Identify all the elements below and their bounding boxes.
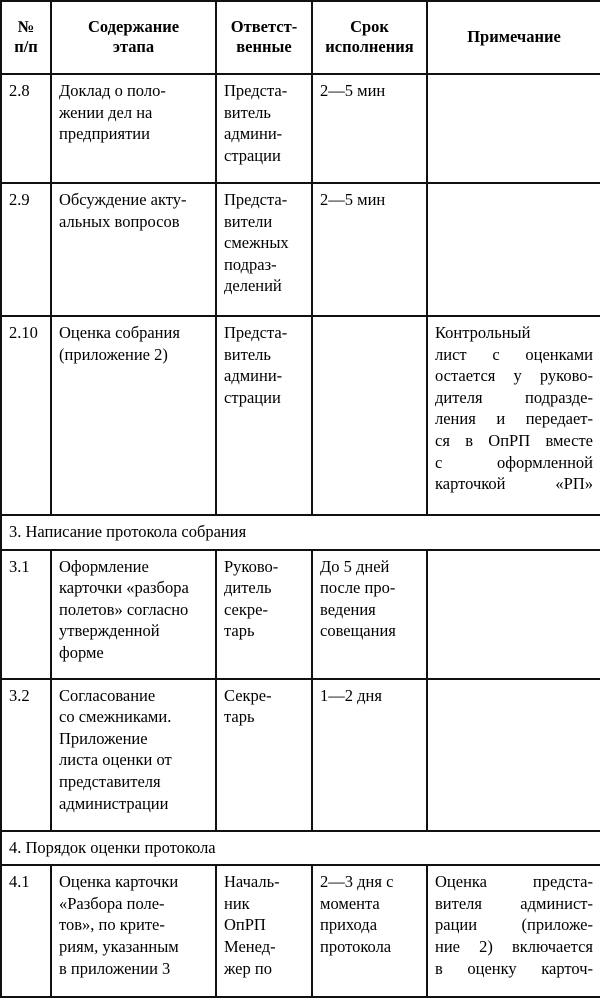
text-line: совещания	[320, 621, 396, 641]
text-line: админи-	[224, 124, 283, 144]
column-header-responsible	[216, 1, 312, 74]
text-line: протокола	[320, 937, 392, 957]
cell-step-number: 3.1	[1, 550, 51, 679]
text-line: Началь-	[224, 872, 280, 892]
text-line: ОпРП	[224, 915, 266, 935]
column-header-number-line2: п/п	[14, 37, 38, 56]
text-line: после про-	[320, 578, 396, 598]
text-line: До 5 дней	[320, 556, 390, 576]
cell-deadline	[312, 550, 427, 679]
text-line: с оформленной	[435, 452, 593, 472]
text-line: ся в ОпРП вместе	[435, 431, 593, 451]
text-line: тарь	[224, 621, 255, 641]
text-line: представителя	[59, 772, 161, 792]
text-line: карточки «разбора	[59, 578, 189, 598]
text-line: вителя админист-	[435, 893, 593, 913]
text-line: жер по	[224, 958, 272, 978]
text-line: страции	[224, 145, 281, 165]
text-line: делений	[224, 276, 282, 296]
text-line: момента	[320, 893, 380, 913]
table-header-row	[1, 1, 600, 74]
cell-stage-content	[51, 316, 216, 515]
text-line: тарь	[224, 707, 255, 727]
cell-responsible	[216, 865, 312, 997]
text-line: (приложение 2)	[59, 344, 168, 364]
table-row	[1, 183, 600, 316]
text-line: жении дел на	[59, 102, 153, 122]
column-header-responsible-line1: Ответст-	[230, 16, 298, 36]
text-line: Секре-	[224, 685, 272, 705]
cell-responsible	[216, 679, 312, 831]
text-line: карточкой «РП»	[435, 474, 593, 494]
text-line: форме	[59, 643, 104, 663]
section-header-row	[1, 831, 600, 866]
table-header	[1, 1, 600, 74]
cell-step-number: 2.10	[1, 316, 51, 515]
text-line: 2—3 дня с	[320, 872, 394, 892]
text-line: утвержденной	[59, 621, 160, 641]
text-line: админи-	[224, 366, 283, 386]
text-line: предприятии	[59, 124, 150, 144]
text-line: листа оценки от	[59, 750, 172, 770]
text-line: прихода	[320, 915, 378, 935]
cell-stage-content	[51, 74, 216, 183]
column-header-stage-line1: Содержание	[87, 16, 180, 36]
column-header-number	[1, 1, 51, 74]
cell-note	[427, 183, 600, 316]
text-line: Согласование	[59, 685, 156, 705]
column-header-deadline-line1: Срок	[350, 16, 389, 36]
cell-deadline	[312, 865, 427, 997]
cell-stage-content	[51, 183, 216, 316]
section-title: 4. Порядок оценки протокола	[1, 831, 600, 866]
text-line: витель	[224, 344, 271, 364]
text-line: альных вопросов	[59, 211, 180, 231]
text-line: «Разбора поле-	[59, 893, 165, 913]
text-line: риям, указанным	[59, 937, 179, 957]
text-line: рации (приложе-	[435, 915, 593, 935]
text-line: Руково-	[224, 556, 279, 576]
cell-step-number: 3.2	[1, 679, 51, 831]
text-line: 2—5 мин	[320, 190, 386, 209]
text-line: полетов» согласно	[59, 599, 189, 619]
table-row	[1, 74, 600, 183]
cell-deadline	[312, 316, 427, 515]
table-row	[1, 316, 600, 515]
text-line: ник	[224, 893, 250, 913]
text-line: ления и передает-	[435, 409, 593, 429]
cell-note	[427, 865, 600, 997]
column-header-deadline-line2: исполнения	[325, 37, 414, 56]
text-line: со смежниками.	[59, 707, 172, 727]
column-header-note	[427, 1, 600, 74]
text-line: 2—5 мин	[320, 81, 386, 100]
cell-responsible	[216, 183, 312, 316]
text-line: Приложение	[59, 728, 148, 748]
text-line: ведения	[320, 599, 376, 619]
text-line: дителя подразде-	[435, 387, 593, 407]
cell-note	[427, 74, 600, 183]
text-line: секре-	[224, 599, 268, 619]
text-line: подраз-	[224, 254, 277, 274]
text-line: смежных	[224, 233, 289, 253]
table-row	[1, 550, 600, 679]
text-line: в оценку карточ-	[435, 958, 593, 978]
cell-stage-content	[51, 550, 216, 679]
text-line: Менед-	[224, 937, 276, 957]
section-header-row	[1, 515, 600, 550]
text-line: Оформление	[59, 556, 149, 576]
cell-step-number: 2.8	[1, 74, 51, 183]
cell-stage-content	[51, 679, 216, 831]
section-title: 3. Написание протокола собрания	[1, 515, 600, 550]
text-line: Предста-	[224, 190, 288, 209]
column-header-number-line1: №	[17, 16, 35, 36]
text-line: Предста-	[224, 81, 288, 100]
text-line: Предста-	[224, 323, 288, 342]
cell-step-number: 2.9	[1, 183, 51, 316]
cell-responsible	[216, 316, 312, 515]
text-line: вители	[224, 211, 273, 231]
text-line: Обсуждение акту-	[59, 190, 187, 209]
column-header-deadline	[312, 1, 427, 74]
text-line: страции	[224, 387, 281, 407]
cell-note	[427, 550, 600, 679]
table-body	[1, 74, 600, 997]
text-line: витель	[224, 102, 271, 122]
text-line: администрации	[59, 793, 169, 813]
text-line: Оценка карточки	[59, 872, 179, 892]
column-header-note-line1: Примечание	[467, 26, 561, 46]
text-line: остается у руково-	[435, 366, 593, 386]
text-line: дитель	[224, 578, 272, 598]
cell-responsible	[216, 74, 312, 183]
cell-responsible	[216, 550, 312, 679]
table-row	[1, 865, 600, 997]
column-header-stage	[51, 1, 216, 74]
text-line: в приложении 3	[59, 958, 171, 978]
text-line: Доклад о поло-	[59, 81, 166, 100]
text-line: Оценка собрания	[59, 323, 180, 342]
cell-stage-content	[51, 865, 216, 997]
text-line: ние 2) включается	[435, 937, 593, 957]
cell-step-number: 4.1	[1, 865, 51, 997]
text-line: Контрольный	[435, 323, 531, 342]
cell-deadline	[312, 74, 427, 183]
cell-deadline	[312, 183, 427, 316]
cell-note	[427, 679, 600, 831]
cell-note	[427, 316, 600, 515]
column-header-responsible-line2: венные	[236, 37, 292, 56]
text-line: лист с оценками	[435, 344, 593, 364]
column-header-stage-line2: этапа	[112, 37, 155, 56]
table-row	[1, 679, 600, 831]
text-line: тов», по крите-	[59, 915, 165, 935]
text-line: 1—2 дня	[320, 685, 382, 705]
text-line: Оценка предста-	[435, 872, 593, 892]
cell-deadline	[312, 679, 427, 831]
